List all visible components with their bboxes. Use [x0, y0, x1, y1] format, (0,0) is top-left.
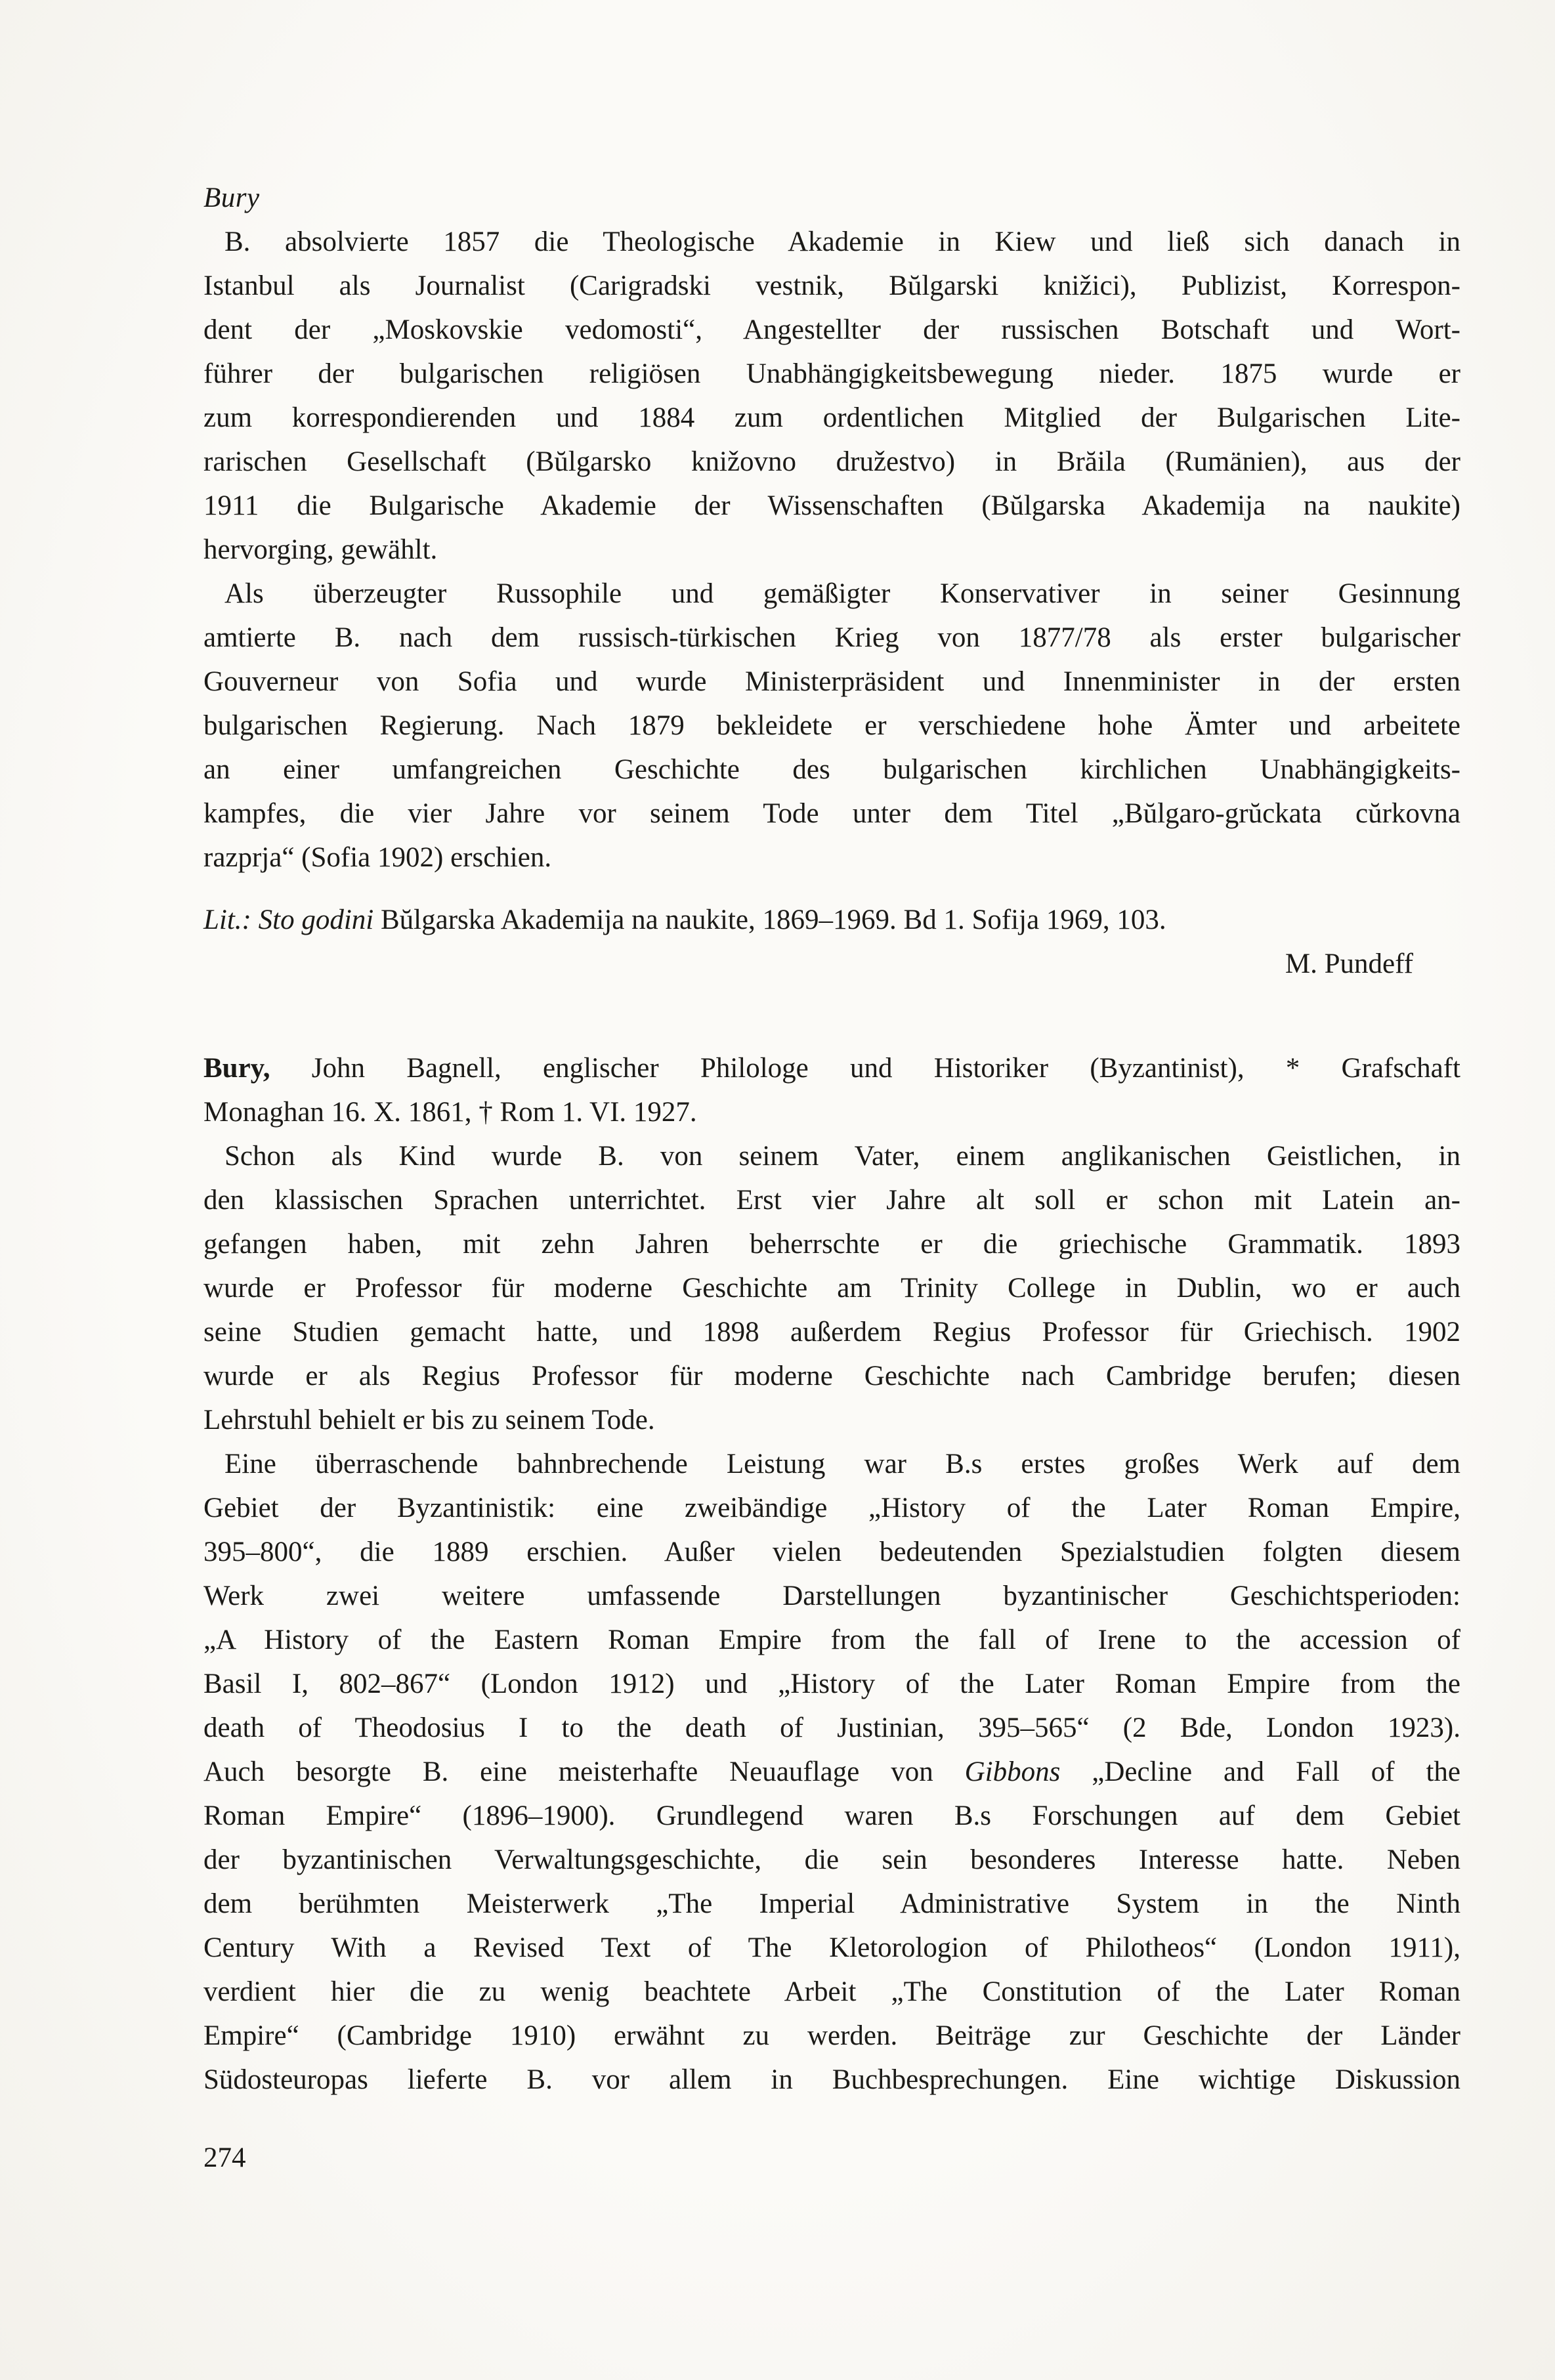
italic-text: Gibbons [964, 1756, 1061, 1787]
text-line [203, 2058, 1460, 2102]
text-segment: Werk zwei weitere umfassende Darstellungen byzantinischer Geschichtsperioden: [203, 1581, 1460, 1611]
text-segment: Istanbul als Journalist (Carigradski vestnik, Bŭlgarski knižici), Publizist, Korrespon- [203, 270, 1460, 301]
text-line [203, 1266, 1460, 1310]
text-segment: Schon als Kind wurde B. von seinem Vater, einem anglikanischen Geistlichen, in [224, 1141, 1460, 1172]
literature-block [203, 898, 1460, 986]
text-segment: den klassischen Sprachen unterrichtet. Erst vier Jahre alt soll er schon mit Latein an- [203, 1185, 1460, 1216]
text-segment: wurde er als Regius Professor für moderne Geschichte nach Cambridge berufen; diesen [203, 1361, 1460, 1392]
paragraph [203, 1134, 1460, 1442]
text-line [203, 1134, 1460, 1178]
text-line [203, 1354, 1460, 1398]
page-number: 274 [203, 2142, 246, 2173]
text-segment: Als überzeugter Russophile und gemäßigter Konservativer in seiner Gesinnung [224, 578, 1460, 609]
text-line [203, 1574, 1460, 1618]
text-line [203, 792, 1460, 836]
text-line [203, 264, 1460, 308]
text-line [203, 748, 1460, 792]
text-segment: Eine überraschende bahnbrechende Leistung war B.s erstes großes Werk auf dem [224, 1449, 1460, 1479]
literature-line [203, 898, 1460, 942]
text-segment: führer der bulgarischen religiösen Unabhängigkeitsbewegung nieder. 1875 wurde er [203, 358, 1460, 389]
text-line [203, 352, 1460, 396]
text-segment: dent der „Moskovskie vedomosti“, Angestellter der russischen Botschaft und Wort- [203, 314, 1460, 345]
text-line [203, 484, 1460, 528]
paragraph [203, 220, 1460, 572]
text-line [203, 1882, 1460, 1926]
text-line [203, 572, 1460, 616]
text-segment: Bŭlgarska Akademija na naukite, 1869–1969. Bd 1. Sofija 1969, 103. [373, 904, 1166, 935]
text-segment: Südosteuropas lieferte B. vor allem in Buchbesprechungen. Eine wichtige Diskussion [203, 2064, 1460, 2095]
text-line [203, 220, 1460, 264]
text-line [203, 396, 1460, 440]
text-segment: razprja“ (Sofia 1902) erschien. [203, 842, 552, 873]
text-segment: John Bagnell, englischer Philologe und Historiker (Byzantinist), * Grafschaft [270, 1053, 1460, 1084]
text-line [203, 528, 1460, 572]
text-segment: kampfes, die vier Jahre vor seinem Tode unter dem Titel „Bŭlgaro-grŭckata cŭrkovna [203, 798, 1460, 829]
text-line [203, 704, 1460, 748]
text-segment: death of Theodosius I to the death of Justinian, 395–565“ (2 Bde, London 1923). [203, 1712, 1460, 1743]
text-line [203, 616, 1460, 660]
text-segment [251, 904, 259, 935]
running-header: Bury [203, 182, 260, 213]
text-segment: verdient hier die zu wenig beachtete Arbeit „The Constitution of the Later Roman [203, 1976, 1460, 2007]
text-line [203, 1310, 1460, 1354]
italic-text: Sto godini [258, 904, 374, 935]
text-segment: Gebiet der Byzantinistik: eine zweibändige „History of the Later Roman Empire, [203, 1493, 1460, 1523]
text-segment: Roman Empire“ (1896–1900). Grundlegend waren B.s Forschungen auf dem Gebiet [203, 1800, 1460, 1831]
text-line [203, 1970, 1460, 2014]
text-segment: dem berühmten Meisterwerk „The Imperial Administrative System in the Ninth [203, 1888, 1460, 1919]
author-signature [203, 942, 1460, 986]
text-line [203, 1046, 1460, 1090]
entry-text [203, 220, 1460, 2102]
text-segment: Lehrstuhl behielt er bis zu seinem Tode. [203, 1405, 655, 1435]
text-line [203, 1750, 1460, 1794]
text-line [203, 440, 1460, 484]
text-line [203, 836, 1460, 880]
text-line [203, 1442, 1460, 1486]
text-segment: amtierte B. nach dem russisch-türkischen Krieg von 1877/78 als erster bulgarischer [203, 622, 1460, 653]
text-segment: zum korrespondierenden und 1884 zum ordentlichen Mitglied der Bulgarischen Lite- [203, 402, 1460, 433]
text-line [203, 1398, 1460, 1442]
text-line [203, 308, 1460, 352]
text-segment: Gouverneur von Sofia und wurde Ministerpräsident und Innenminister in der ersten [203, 666, 1460, 697]
text-segment: rarischen Gesellschaft (Bŭlgarsko knižovno družestvo) in Brăila (Rumänien), aus der [203, 446, 1460, 477]
text-line [203, 1222, 1460, 1266]
italic-text: Lit.: [203, 904, 251, 935]
text-line [203, 1618, 1460, 1662]
text-line [203, 1662, 1460, 1706]
text-segment: B. absolvierte 1857 die Theologische Akademie in Kiew und ließ sich danach in [224, 226, 1460, 257]
text-line [203, 1178, 1460, 1222]
text-line [203, 1706, 1460, 1750]
text-line [203, 1794, 1460, 1838]
text-segment: 1911 die Bulgarische Akademie der Wissenschaften (Bŭlgarska Akademija na naukite) [203, 490, 1460, 521]
text-segment: 395–800“, die 1889 erschien. Außer vielen bedeutenden Spezialstudien folgten diesem [203, 1537, 1460, 1567]
text-segment: Basil I, 802–867“ (London 1912) und „History of the Later Roman Empire from the [203, 1668, 1460, 1699]
text-segment: der byzantinischen Verwaltungsgeschichte, die sein besonderes Interesse hatte. Neben [203, 1844, 1460, 1875]
text-line [203, 1486, 1460, 1530]
text-segment: seine Studien gemacht hatte, und 1898 außerdem Regius Professor für Griechisch. 1902 [203, 1317, 1460, 1348]
bold-text: Bury, [203, 1053, 270, 1084]
text-line [203, 660, 1460, 704]
text-line [203, 1838, 1460, 1882]
text-segment: an einer umfangreichen Geschichte des bulgarischen kirchlichen Unabhängigkeits- [203, 754, 1460, 785]
text-segment: hervorging, gewählt. [203, 534, 438, 565]
text-segment: Auch besorgte B. eine meisterhafte Neuauflage von [203, 1756, 965, 1787]
entry-headword-paragraph [203, 1046, 1460, 1134]
paragraph [203, 572, 1460, 880]
text-segment: „Decline and Fall of the [1060, 1756, 1461, 1787]
text-line [203, 1090, 1460, 1134]
text-segment: M. Pundeff [1285, 948, 1413, 979]
text-line [203, 1926, 1460, 1970]
text-column [203, 0, 1460, 2180]
text-segment: bulgarischen Regierung. Nach 1879 bekleidete er verschiedene hohe Ämter und arbeitete [203, 710, 1460, 741]
text-segment: wurde er Professor für moderne Geschichte am Trinity College in Dublin, wo er auch [203, 1273, 1460, 1304]
text-segment: Monaghan 16. X. 1861, † Rom 1. VI. 1927. [203, 1097, 697, 1128]
text-segment: Century With a Revised Text of The Kletorologion of Philotheos“ (London 1911), [203, 1932, 1460, 1963]
text-segment: Empire“ (Cambridge 1910) erwähnt zu werden. Beiträge zur Geschichte der Länder [203, 2020, 1460, 2051]
text-segment: gefangen haben, mit zehn Jahren beherrschte er die griechische Grammatik. 1893 [203, 1229, 1460, 1260]
paragraph [203, 1442, 1460, 2102]
text-segment: „A History of the Eastern Roman Empire from the fall of Irene to the accession of [203, 1625, 1460, 1655]
text-line [203, 2014, 1460, 2058]
text-line [203, 1530, 1460, 1574]
